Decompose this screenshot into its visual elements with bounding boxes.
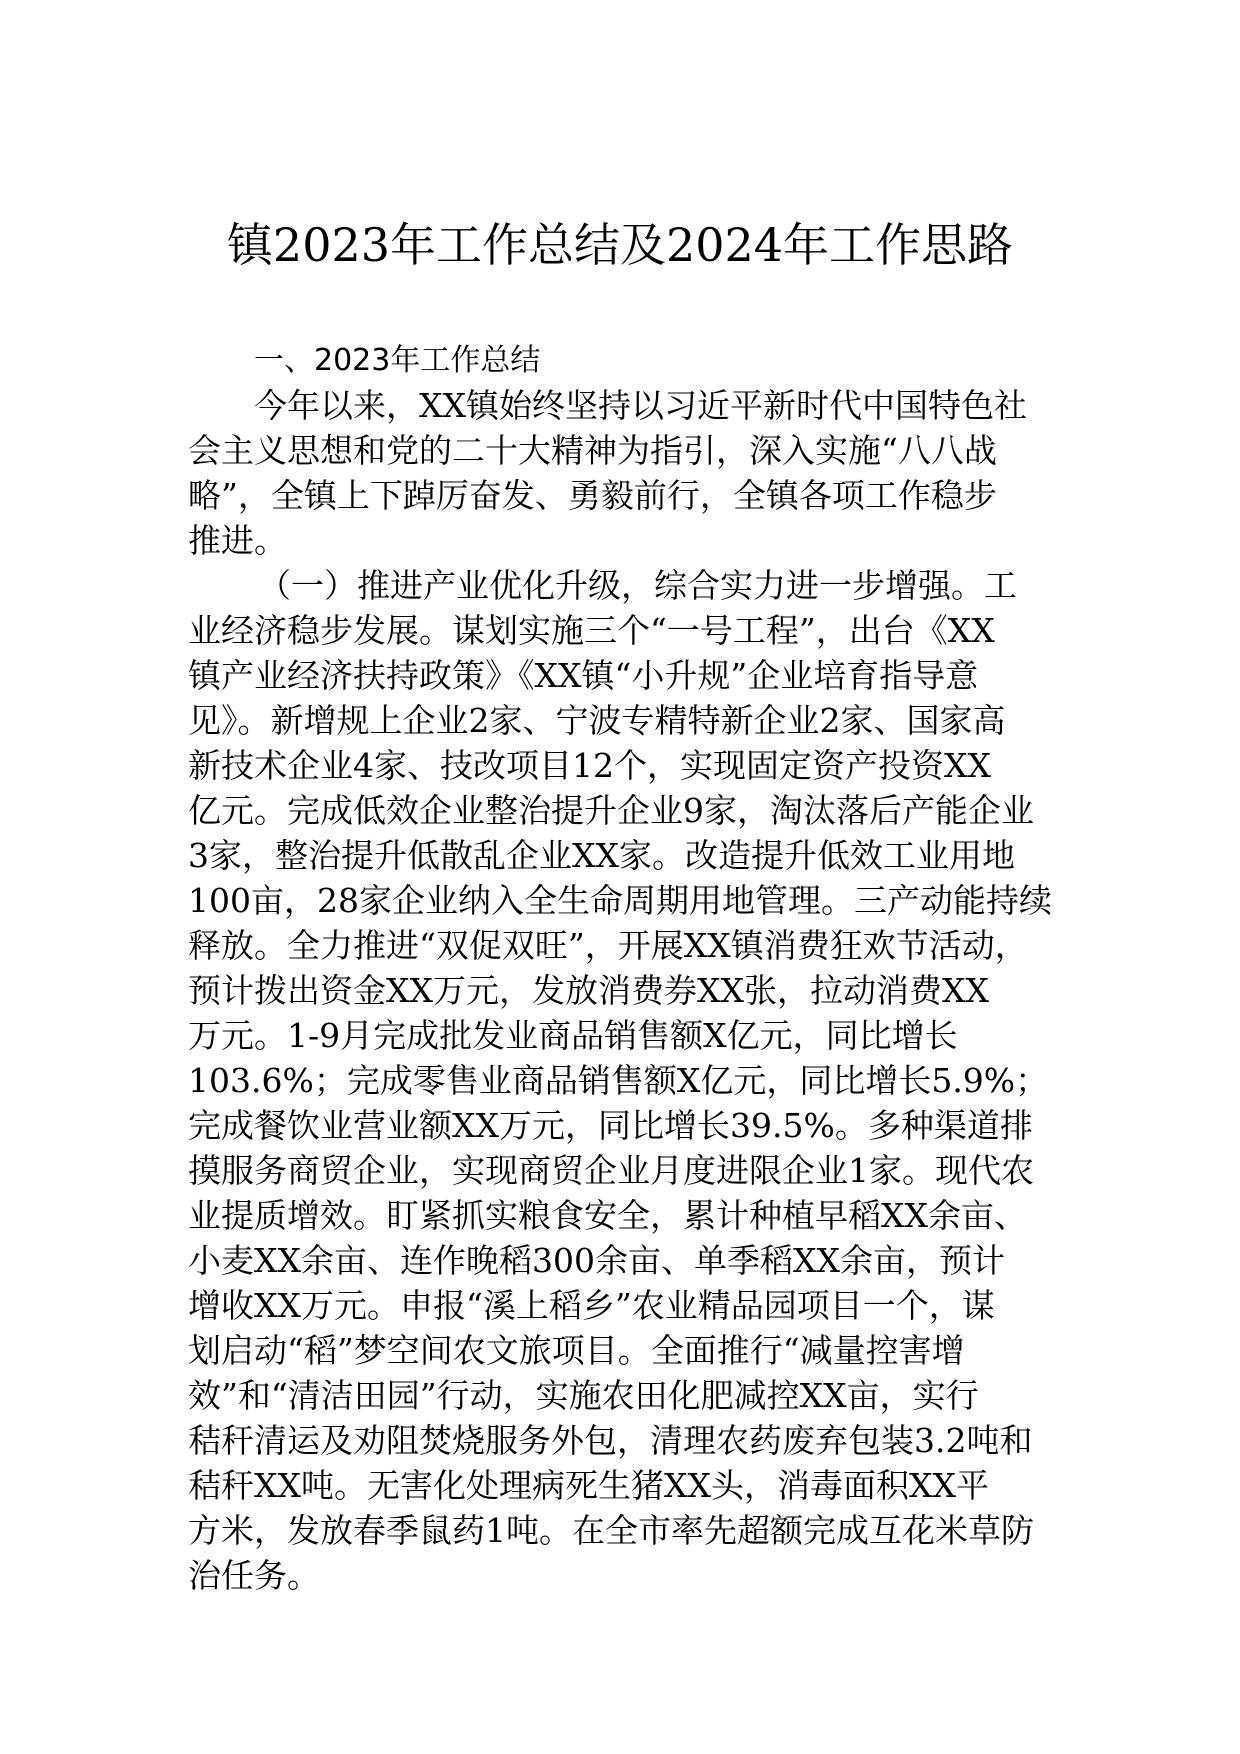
paragraph-line: 秸秆清运及劝阻焚烧服务外包，清理农药废弃包装3.2吨和	[188, 1421, 1033, 1460]
paragraph-line: 3家，整治提升低散乱企业XX家。改造提升低效工业用地	[188, 836, 1015, 875]
document-title: 镇2023年工作总结及2024年工作思路	[226, 218, 1014, 272]
paragraph-line: 完成餐饮业营业额XX万元，同比增长39.5%。多种渠道排	[188, 1106, 1033, 1145]
paragraph-line: 略”，全镇上下踔厉奋发、勇毅前行，全镇各项工作稳步	[188, 476, 997, 515]
paragraph-line: 见》。新增规上企业2家、宁波专精特新企业2家、国家高	[188, 701, 1006, 740]
paragraph-line: 万元。1-9月完成批发业商品销售额X亿元，同比增长	[188, 1016, 958, 1055]
paragraph-line: 新技术企业4家、技改项目12个，实现固定资产投资XX	[188, 746, 991, 785]
paragraph-line: 效”和“清洁田园”行动，实施农田化肥减控XX亩，实行	[188, 1376, 979, 1415]
paragraph-line: 103.6%；完成零售业商品销售额X亿元，同比增长5.9%；	[188, 1061, 1049, 1100]
paragraph-line: 镇产业经济扶持政策》《XX镇“小升规”企业培育指导意	[188, 656, 979, 695]
paragraph-line: 秸秆XX吨。无害化处理病死生猪XX头，消毒面积XX平	[188, 1466, 989, 1505]
paragraph-line: 治任务。	[188, 1556, 320, 1595]
paragraph-line: 100亩，28家企业纳入全生命周期用地管理。三产动能持续	[188, 881, 1052, 920]
paragraph-line: 会主义思想和党的二十大精神为指引，深入实施“八八战	[188, 431, 997, 470]
section-heading: 一、2023年工作总结	[254, 343, 541, 378]
document-body	[188, 338, 1068, 1598]
paragraph-line: 摸服务商贸企业，实现商贸企业月度进限企业1家。现代农	[188, 1151, 1034, 1190]
paragraph-line: 今年以来，XX镇始终坚持以习近平新时代中国特色社	[254, 386, 1027, 425]
paragraph-line: 划启动“稻”梦空间农文旅项目。全面推行“减量控害增	[188, 1331, 965, 1370]
paragraph-line: 方米，发放春季鼠药1吨。在全市率先超额完成互花米草防	[188, 1511, 1034, 1550]
paragraph-line: 小麦XX余亩、连作晚稻300余亩、单季稻XX余亩，预计	[188, 1241, 1005, 1280]
paragraph-line: 业提质增效。盯紧抓实粮食安全，累计种植早稻XX余亩、	[188, 1196, 1027, 1235]
paragraph-line: 释放。全力推进“双促双旺”，开展XX镇消费狂欢节活动，	[188, 926, 1028, 965]
paragraph-line: 业经济稳步发展。谋划实施三个“一号工程”，出台《XX	[188, 611, 995, 650]
paragraph-line: 预计拨出资金XX万元，发放消费券XX张，拉动消费XX	[188, 971, 989, 1010]
paragraph-line: （一）推进产业优化升级，综合实力进一步增强。工	[258, 566, 1017, 605]
paragraph-line: 亿元。完成低效企业整治提升企业9家，淘汰落后产能企业	[188, 791, 1034, 830]
paragraph-line: 推进。	[188, 521, 287, 560]
paragraph-line: 增收XX万元。申报“溪上稻乡”农业精品园项目一个，谋	[188, 1286, 995, 1325]
